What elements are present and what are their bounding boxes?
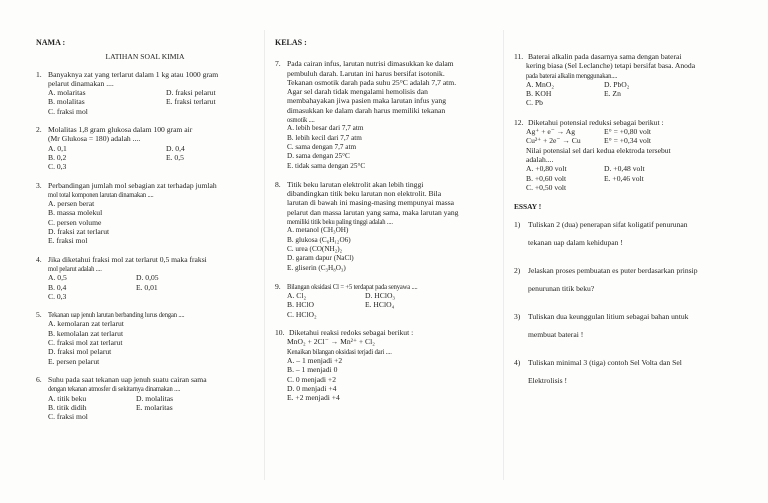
question-number: 5. <box>36 310 42 320</box>
option-d[interactable]: D. garam dapur (NaCl) <box>287 254 354 263</box>
option-d[interactable]: D. sama dengan 25°C <box>287 152 350 161</box>
option-b[interactable]: B. HClO <box>287 300 315 310</box>
option-b[interactable]: B. molalitas <box>48 97 85 107</box>
question-text: larutan di bawah ini masing-masing mempunyai massa <box>287 198 455 208</box>
option-e[interactable]: E. molaritas <box>136 402 173 412</box>
option-b[interactable]: B. massa molekul <box>48 208 103 218</box>
option-b[interactable]: B. glukosa (C₆H₁₂O6) <box>287 235 351 244</box>
essay-text: penurunan titik beku? <box>528 284 595 294</box>
option-a[interactable]: A. 0,5 <box>48 273 67 283</box>
option-a[interactable]: A. metanol (CH₃OH) <box>287 226 349 235</box>
question-1 <box>36 70 254 116</box>
option-c[interactable]: C. sama dengan 7,7 atm <box>287 142 357 151</box>
essay-text: tekanan uap dalam kehidupan ! <box>528 238 623 248</box>
question-11 <box>514 52 732 108</box>
option-c[interactable]: C. urea (CO(NH₂)₂ <box>287 244 343 253</box>
essay-section <box>514 202 732 390</box>
question-text: Agar sel darah tidak mengalami hemolisis dan <box>287 87 428 97</box>
option-d[interactable]: D. +0,48 volt <box>604 164 645 174</box>
question-text: mol pelarut adalah .... <box>48 263 102 273</box>
question-text: Titik beku larutan elektrolit akan lebih tinggi <box>287 179 424 189</box>
essay-text: Tuliskan dua keunggulan litium sebagai bahan untuk <box>528 312 689 322</box>
question-text: pelarut dan massa larutan yang sama, maka larutan yang <box>287 207 459 217</box>
option-d[interactable]: D. fraksi zat terlarut <box>48 227 110 237</box>
option-c[interactable]: C. +0,50 volt <box>526 182 567 192</box>
question-number: 12. <box>514 117 524 127</box>
essay-number: 1) <box>514 220 521 230</box>
question-number: 4. <box>36 254 42 264</box>
essay-text: Tuliskan 2 (dua) penerapan sifat koligatif penurunan <box>528 220 688 230</box>
kelas-label: KELAS : <box>275 38 307 47</box>
essay-item <box>514 354 732 390</box>
option-b[interactable]: B. +0,60 volt <box>526 173 567 183</box>
question-10 <box>275 328 493 402</box>
option-a[interactable]: A. Cl₂ <box>287 291 307 301</box>
option-a[interactable]: A. persen berat <box>48 199 95 209</box>
option-c[interactable]: C. persen volume <box>48 217 102 227</box>
question-5 <box>36 310 254 366</box>
option-a[interactable]: A. titik beku <box>48 393 87 403</box>
option-a[interactable]: A. MnO₂ <box>526 79 554 89</box>
option-e[interactable]: E. tidak sama dengan 25°C <box>287 161 366 170</box>
question-text: Bilangan oksidasi Cl = +5 terdapat pada senyawa .... <box>287 281 418 291</box>
question-text: Jika diketahui fraksi mol zat terlarut 0,5 maka fraksi <box>48 254 207 264</box>
potential-silver: E° = +0,80 volt <box>604 127 652 137</box>
option-e[interactable]: E. 0,5 <box>166 152 184 162</box>
question-2 <box>36 125 254 171</box>
question-text: Nilai potensial sel dari kedua elektroda tersebut <box>526 145 671 155</box>
question-text: kering biasa (Sel Leclanche) tetapi bersifat basa. Anoda <box>526 61 696 71</box>
question-text: Tekanan uap jenuh larutan berbanding lurus dengan .... <box>48 310 185 320</box>
column-divider <box>264 30 265 480</box>
question-text: osmotik .... <box>287 115 315 125</box>
option-d[interactable]: D. molalitas <box>136 393 174 403</box>
option-e[interactable]: E. persen pelarut <box>48 356 100 366</box>
column-left <box>36 38 254 421</box>
option-c[interactable]: C. fraksi mol <box>48 412 88 422</box>
question-number: 7. <box>275 59 281 69</box>
option-b[interactable]: B. 0,2 <box>48 152 67 162</box>
question-text: dengan tekanan atmosfer di sekitarnya dinamakan .... <box>48 384 181 394</box>
question-text: mol total komponen larutan dinamakan .... <box>48 189 154 199</box>
option-d[interactable]: D. fraksi pelarut <box>166 88 216 98</box>
question-text: Perbandingan jumlah mol sebagian zat terhadap jumlah <box>48 180 217 190</box>
question-text: Diketahui reaksi redoks sebagai berikut : <box>289 328 414 338</box>
option-e[interactable]: E. fraksi mol <box>48 236 88 246</box>
option-b[interactable]: B. – 1 menjadi 0 <box>287 365 338 375</box>
question-number: 10. <box>275 328 285 338</box>
option-a[interactable]: A. kemolaran zat terlarut <box>48 319 124 329</box>
question-text: membahayakan jiwa pasien maka larutan infus yang <box>287 96 446 106</box>
question-3 <box>36 181 254 246</box>
question-text: adalah.... <box>526 154 554 164</box>
option-e[interactable]: E. +0,46 volt <box>604 173 644 183</box>
essay-text: Tuliskan minimal 3 (tiga) contoh Sel Volta dan Sel <box>528 358 682 368</box>
option-b[interactable]: B. lebih kecil dari 7,7 atm <box>287 133 362 142</box>
half-reaction-silver: Ag⁺ + e⁻ → Ag <box>526 127 575 137</box>
question-text: pembuluh darah. Larutan ini harus bersifat isotonik. <box>287 68 445 78</box>
question-text: memiliki titik beku paling tinggi adalah .... <box>287 217 393 227</box>
option-e[interactable]: E. Zn <box>604 89 621 99</box>
question-7 <box>275 59 493 171</box>
question-9 <box>275 282 493 319</box>
column-middle <box>275 38 493 402</box>
essay-number: 2) <box>514 266 521 276</box>
essay-number: 3) <box>514 312 521 322</box>
nama-label: NAMA : <box>36 38 66 47</box>
essay-item <box>514 262 732 298</box>
reaction-equation: MnO₂ + 2Cl⁻ → Mn²⁺ + Cl₂ <box>287 337 375 347</box>
option-c[interactable]: C. 0,3 <box>48 291 67 301</box>
question-6 <box>36 375 254 421</box>
question-text: Tekanan osmotik darah pada suhu 25°C adalah 7,7 atm. <box>287 77 457 87</box>
question-4 <box>36 255 254 301</box>
potential-copper: E° = +0,34 volt <box>604 136 652 146</box>
question-text: Molalitas 1,8 gram glukosa dalam 100 gram air <box>48 125 193 135</box>
option-e[interactable]: E. +2 menjadi +4 <box>287 393 340 403</box>
option-c[interactable]: C. HClO₂ <box>287 309 317 319</box>
essay-item <box>514 308 732 344</box>
option-b[interactable]: B. titik didih <box>48 402 87 412</box>
question-number: 9. <box>275 281 281 291</box>
question-text: Banyaknya zat yang terlarut dalam 1 kg atau 1000 gram <box>48 69 219 79</box>
question-text: dimasukkan ke dalam darah harus memiliki tekanan <box>287 105 446 115</box>
option-a[interactable]: A. – 1 menjadi +2 <box>287 355 343 365</box>
question-number: 8. <box>275 179 281 189</box>
page-title: LATIHAN SOAL KIMIA <box>105 52 185 62</box>
option-a[interactable]: A. molaritas <box>48 88 86 98</box>
question-text: (Mr Glukosa = 180) adalah .... <box>48 134 141 144</box>
essay-item <box>514 216 732 252</box>
question-text: Kenaikan bilangan oksidasi terjadi dari .... <box>287 346 392 356</box>
option-a[interactable]: A. lebih besar dari 7,7 atm <box>287 124 364 133</box>
option-c[interactable]: C. fraksi mol zat terlarut <box>48 338 123 348</box>
question-number: 1. <box>36 69 42 79</box>
essay-number: 4) <box>514 358 521 368</box>
option-c[interactable]: C. 0,3 <box>48 162 67 172</box>
question-number: 6. <box>36 374 42 384</box>
option-e[interactable]: E. gliserin (C₃H₈O₃) <box>287 263 346 272</box>
question-text: dibandingkan titik beku larutan non elektrolit. Bila <box>287 189 442 199</box>
question-text: pelarut dinamakan .... <box>48 78 114 88</box>
option-c[interactable]: C. Pb <box>526 98 543 108</box>
option-e[interactable]: E. fraksi terlarut <box>166 97 216 107</box>
column-divider <box>503 30 504 480</box>
question-number: 11. <box>514 52 524 61</box>
question-text: Suhu pada saat tekanan uap jenuh suatu cairan sama <box>48 374 207 384</box>
question-text: Baterai alkalin pada dasarnya sama dengan baterai <box>528 52 682 61</box>
essay-text: Jelaskan proses pembuatan es puter berdasarkan prinsip <box>528 266 698 276</box>
question-12 <box>514 118 732 192</box>
question-text: Diketahui potensial reduksi sebagai berikut : <box>528 117 664 127</box>
option-d[interactable]: D. PbO₂ <box>604 79 630 89</box>
essay-title: ESSAY ! <box>514 202 542 212</box>
option-b[interactable]: B. KOH <box>526 89 552 99</box>
option-e[interactable]: E. 0,01 <box>136 282 158 292</box>
question-text: Pada cairan infus, larutan nutrisi dimasukkan ke dalam <box>287 59 454 69</box>
option-d[interactable]: D. fraksi mol pelarut <box>48 347 112 357</box>
option-a[interactable]: A. +0,80 volt <box>526 164 567 174</box>
option-a[interactable]: A. 0,1 <box>48 143 67 153</box>
option-e[interactable]: E. HClO₄ <box>365 300 395 310</box>
question-number: 2. <box>36 125 42 135</box>
option-d[interactable]: D. 0,05 <box>136 273 159 283</box>
option-d[interactable]: D. 0,4 <box>166 143 185 153</box>
question-number: 3. <box>36 180 42 190</box>
option-b[interactable]: B. kemolalan zat terlarut <box>48 328 124 338</box>
column-right <box>514 52 732 400</box>
option-c[interactable]: C. fraksi mol <box>48 106 88 116</box>
option-d[interactable]: D. 0 menjadi +4 <box>287 383 337 393</box>
half-reaction-copper: Cu²⁺ + 2e⁻ → Cu <box>526 136 581 146</box>
option-c[interactable]: C. 0 menjadi +2 <box>287 374 336 384</box>
question-text: pada baterai alkalin menggunakan.... <box>526 70 618 80</box>
option-d[interactable]: D. HClO₃ <box>365 291 396 301</box>
essay-text: Elektrolisis ! <box>528 376 568 386</box>
essay-text: membuat baterai ! <box>528 330 584 340</box>
question-8 <box>275 180 493 273</box>
option-b[interactable]: B. 0,4 <box>48 282 67 292</box>
